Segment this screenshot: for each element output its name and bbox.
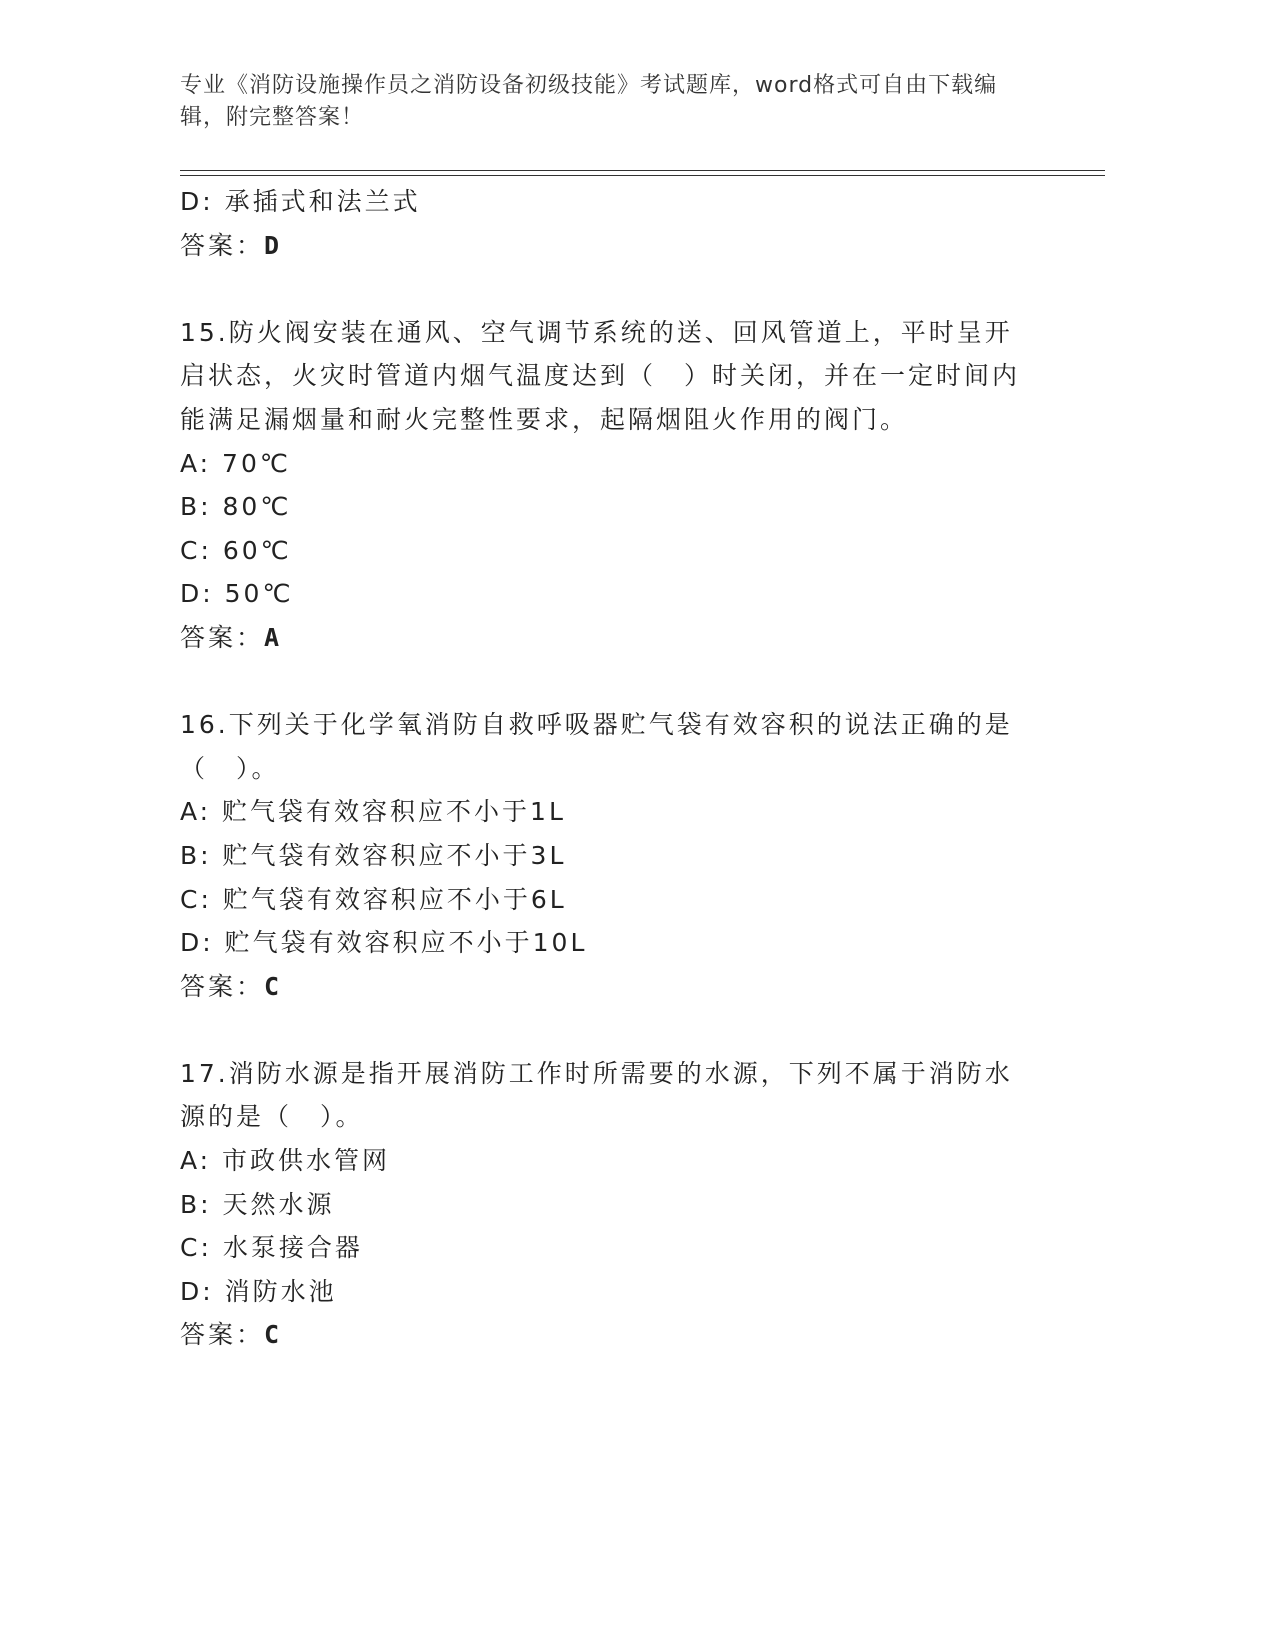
option-b bbox=[180, 1183, 1040, 1227]
option-text: 70℃ bbox=[222, 448, 291, 478]
answer-value: C bbox=[264, 971, 283, 1001]
option-key: B: bbox=[180, 840, 212, 870]
option-key: D: bbox=[180, 579, 214, 609]
option-c bbox=[180, 1226, 1040, 1270]
option-key: A: bbox=[180, 1146, 212, 1176]
option-b bbox=[180, 485, 1040, 529]
header-divider-top bbox=[180, 170, 1105, 171]
option-text: 贮气袋有效容积应不小于3L bbox=[222, 840, 567, 870]
option-d bbox=[180, 572, 1040, 616]
answer-label: 答案： bbox=[180, 622, 265, 652]
option-key: A: bbox=[180, 797, 212, 827]
option-text: 50℃ bbox=[224, 579, 294, 609]
option-b bbox=[180, 834, 1040, 878]
option-text: 市政供水管网 bbox=[222, 1146, 391, 1176]
option-c bbox=[180, 878, 1040, 922]
answer-value: C bbox=[264, 1320, 283, 1350]
answer-line bbox=[180, 1313, 1040, 1357]
question-stem: 16.下列关于化学氧消防自救呼吸器贮气袋有效容积的说法正确的是（ ）。 bbox=[180, 710, 1013, 783]
option-d bbox=[180, 180, 1040, 224]
option-key: D: bbox=[180, 928, 214, 958]
option-text: 60℃ bbox=[222, 535, 292, 565]
answer-label: 答案： bbox=[180, 1320, 265, 1350]
option-text: 水泵接合器 bbox=[222, 1233, 363, 1263]
option-key: C: bbox=[180, 884, 212, 914]
answer-value: A bbox=[264, 622, 283, 652]
option-a bbox=[180, 1139, 1040, 1183]
option-text: 消防水池 bbox=[224, 1276, 337, 1306]
option-key: B: bbox=[180, 492, 212, 522]
option-key: A: bbox=[180, 448, 212, 478]
option-text: 天然水源 bbox=[222, 1189, 335, 1219]
option-text: 80℃ bbox=[222, 492, 292, 522]
option-key: D: bbox=[180, 187, 214, 216]
option-text: 贮气袋有效容积应不小于6L bbox=[222, 884, 567, 914]
option-key: C: bbox=[180, 1233, 212, 1263]
answer-value: D bbox=[264, 230, 283, 260]
option-text: 贮气袋有效容积应不小于10L bbox=[224, 928, 588, 958]
option-key: C: bbox=[180, 535, 212, 565]
option-key: D: bbox=[180, 1276, 214, 1306]
answer-line bbox=[180, 616, 1040, 660]
option-a bbox=[180, 790, 1040, 834]
option-key: B: bbox=[180, 1189, 212, 1219]
question-list bbox=[180, 180, 1040, 1357]
option-text: 贮气袋有效容积应不小于1L bbox=[222, 797, 566, 827]
option-d bbox=[180, 921, 1040, 965]
page-header: 专业《消防设施操作员之消防设备初级技能》考试题库，word格式可自由下载编辑，附完整答案！ bbox=[180, 73, 998, 130]
question-stem: 15.防火阀安装在通风、空气调节系统的送、回风管道上，平时呈开启状态，火灾时管道内烟气温度达到（ ）时关闭，并在一定时间内能满足漏烟量和耐火完整性要求，起隔烟阻火作用的阀门。 bbox=[180, 317, 1021, 434]
option-a bbox=[180, 442, 1040, 486]
option-c bbox=[180, 529, 1040, 573]
header-divider-bottom bbox=[180, 175, 1105, 176]
option-text: 承插式和法兰式 bbox=[224, 187, 421, 216]
answer-label: 答案： bbox=[180, 230, 265, 260]
answer-line bbox=[180, 965, 1040, 1009]
answer-line bbox=[180, 224, 1040, 268]
option-d bbox=[180, 1270, 1040, 1314]
question-stem: 17.消防水源是指开展消防工作时所需要的水源，下列不属于消防水源的是（ ）。 bbox=[180, 1058, 1013, 1132]
answer-label: 答案： bbox=[180, 971, 265, 1001]
